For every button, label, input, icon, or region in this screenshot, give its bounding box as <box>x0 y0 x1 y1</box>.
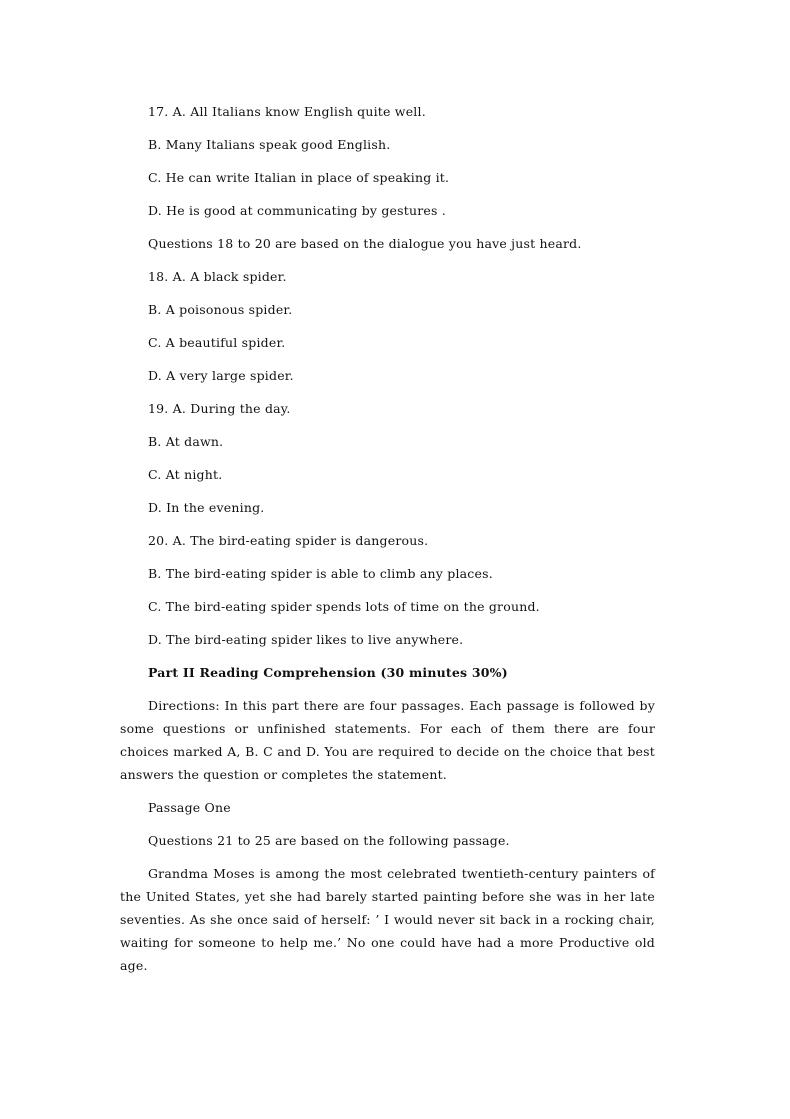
q17-option-b: B. Many Italians speak good English. <box>148 137 391 152</box>
q18-option-a: 18. A. A black spider. <box>148 269 287 284</box>
q18-option-c: C. A beautiful spider. <box>148 335 286 350</box>
q18-option-b: B. A poisonous spider. <box>148 302 293 317</box>
q17-option-c: C. He can write Italian in place of speaking it. <box>148 170 450 185</box>
q20-option-a: 20. A. The bird-eating spider is dangerous. <box>148 533 429 548</box>
q18-option-d: D. A very large spider. <box>148 368 294 383</box>
part2-heading: Part II Reading Comprehension (30 minutes 30%) <box>148 665 508 680</box>
q20-option-d: D. The bird-eating spider likes to live anywhere. <box>148 632 464 647</box>
directions-paragraph: Directions: In this part there are four passages. Each passage is followed by some questions or unfinished statements. For each of them there are four choices marked A, B. C and D. You are required to decide on the choice that best answers the question or completes the statement. <box>120 698 655 782</box>
q19-option-a: 19. A. During the day. <box>148 401 291 416</box>
instruction-18-20: Questions 18 to 20 are based on the dialogue you have just heard. <box>148 236 582 251</box>
q17-option-a: 17. A. All Italians know English quite well. <box>148 104 426 119</box>
q19-option-d: D. In the evening. <box>148 500 265 515</box>
q17-option-d: D. He is good at communicating by gestures . <box>148 203 446 218</box>
passage-title: Passage One <box>148 800 231 815</box>
instruction-21-25: Questions 21 to 25 are based on the following passage. <box>148 833 510 848</box>
q19-option-c: C. At night. <box>148 467 223 482</box>
passage-paragraph: Grandma Moses is among the most celebrated twentieth-century painters of the United States, yet she had barely started painting before she was in her late seventies. As she once said of herself: ’ I would never sit back in a rocking chair, waiting for someone to help me.’ No one could have had a more Productive old age. <box>120 866 655 973</box>
q20-option-c: C. The bird-eating spider spends lots of time on the ground. <box>148 599 540 614</box>
q19-option-b: B. At dawn. <box>148 434 224 449</box>
q20-option-b: B. The bird-eating spider is able to climb any places. <box>148 566 493 581</box>
